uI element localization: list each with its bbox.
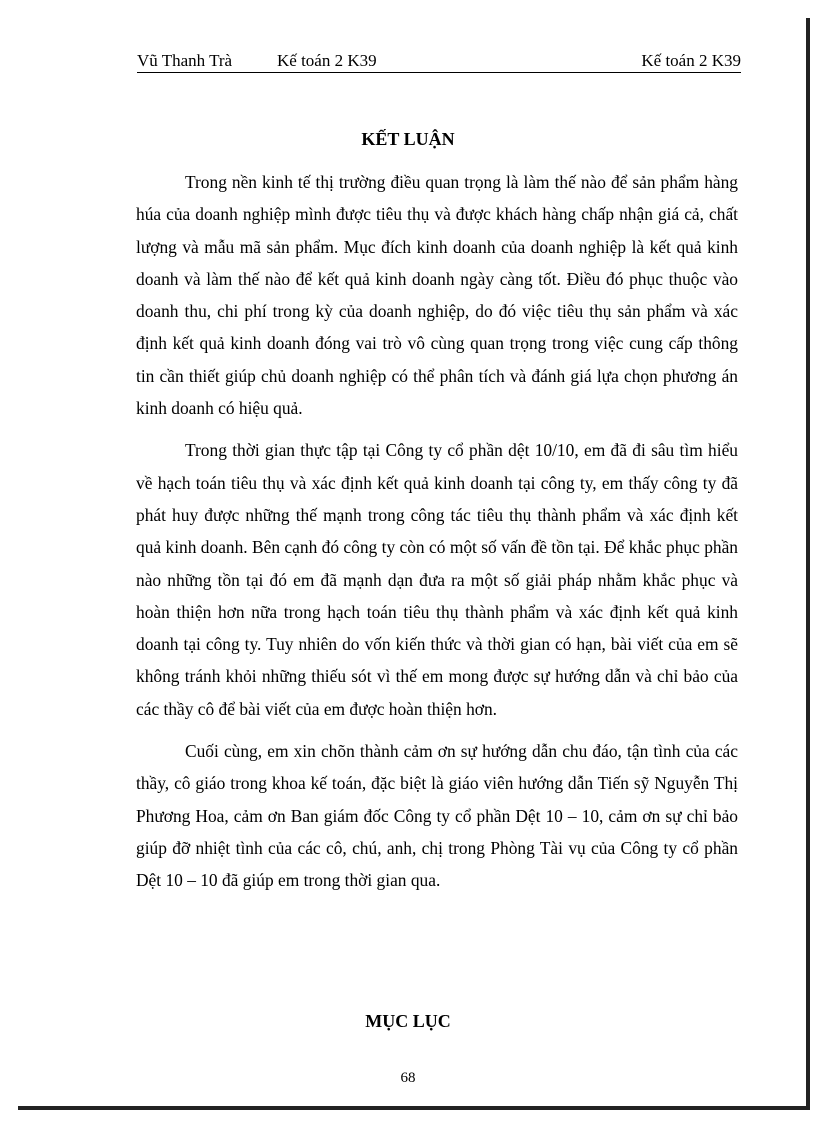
header-author: Vũ Thanh Trà: [137, 51, 233, 70]
paragraph: Cuối cùng, em xin chõn thành cảm ơn sự hướng dẫn chu đáo, tận tình của các thầy, cô giáo trong khoa kế toán, đặc biệt là giáo viên hướng dẫn Tiến sỹ Nguyễn Thị Phương Hoa, cảm ơn Ban giám đốc Công ty cổ phần Dệt 10 – 10, cảm ơn sự chỉ bảo giúp đỡ nhiệt tình của các cô, chú, anh, chị trong Phòng Tài vụ của Công ty cổ phần Dệt 10 – 10 đã giúp em trong thời gian qua.: [136, 741, 738, 891]
header-class-left: Kế toán 2 K39: [277, 51, 377, 70]
paragraph: Trong nền kinh tế thị trường điều quan trọng là làm thế nào để sản phẩm hàng húa của doanh nghiệp mình được tiêu thụ và được khách hàng chấp nhận giá cả, chất lượng và mẫu mã sản phẩm. Mục đích kinh doanh của doanh nghiệp là kết quả kinh doanh và làm thế nào để kết quả kinh doanh ngày càng tốt. Điều đó phục thuộc vào doanh thu, chi phí trong kỳ của doanh nghiệp, do đó việc tiêu thụ sản phẩm và xác định kết quả kinh doanh đóng vai trò vô cùng quan trọng trong việc cung cấp thông tin cần thiết giúp chủ doanh nghiệp có thể phân tích và đánh giá lựa chọn phương án kinh doanh có hiệu quả.: [136, 172, 738, 419]
section-title-conclusion: KẾT LUẬN: [361, 129, 455, 149]
page-shadow-right: [806, 18, 810, 1110]
page-number: 68: [400, 1070, 416, 1086]
running-header: [137, 50, 741, 73]
header-class-right: Kế toán 2 K39: [641, 51, 741, 70]
conclusion-body: [136, 166, 738, 907]
section-title-toc: MỤC LỤC: [365, 1011, 451, 1031]
page-shadow-bottom: [18, 1106, 810, 1110]
paragraph: Trong thời gian thực tập tại Công ty cổ phần dệt 10/10, em đã đi sâu tìm hiểu về hạch toán tiêu thụ và xác định kết quả kinh doanh tại công ty, em thấy công ty đã phát huy được những thế mạnh trong công tác tiêu thụ thành phẩm và xác định kết quả kinh doanh. Bên cạnh đó công ty còn có một số vấn đề tồn tại. Để khắc phục phần nào những tồn tại đó em đã mạnh dạn đưa ra một số giải pháp nhằm khắc phục và hoàn thiện hơn nữa trong hạch toán tiêu thụ thành phẩm và xác định kết quả kinh doanh tại công ty. Tuy nhiên do vốn kiến thức và thời gian có hạn, bài viết của em sẽ không tránh khỏi những thiếu sót vì thế em mong được sự hướng dẫn và chỉ bảo của các thầy cô để bài viết của em được hoàn thiện hơn.: [136, 440, 738, 719]
